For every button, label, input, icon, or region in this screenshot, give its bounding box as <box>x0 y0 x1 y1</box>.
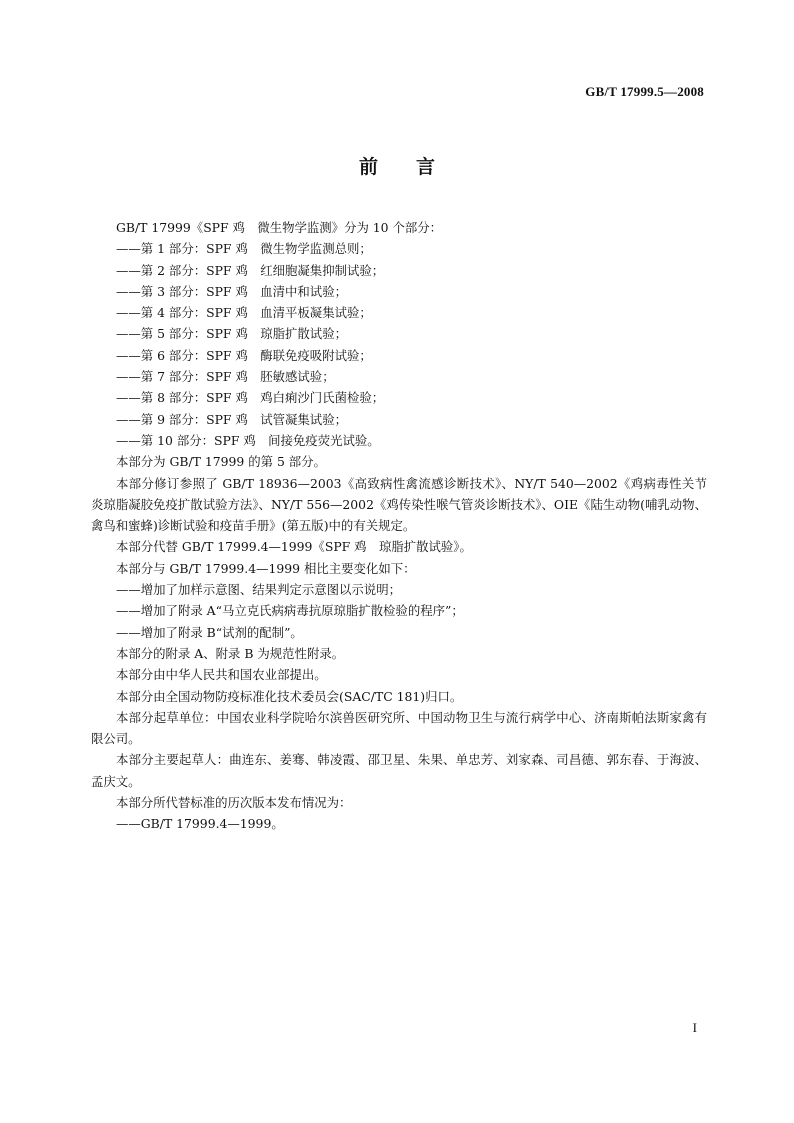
drafting-units-paragraph: 本部分起草单位：中国农业科学院哈尔滨兽医研究所、中国动物卫生与流行病学中心、济南斯帕法斯家禽有限公司。 <box>91 709 707 747</box>
history-intro-paragraph: 本部分所代替标准的历次版本发布情况为： <box>116 795 352 811</box>
change-item: ——增加了附录 A“马立克氏病病毒抗原琼脂扩散检验的程序”； <box>116 603 464 619</box>
part-item: ——第 1 部分：SPF 鸡 微生物学监测总则； <box>116 241 372 257</box>
part-item: ——第 7 部分：SPF 鸡 胚敏感试验； <box>116 369 335 385</box>
intro-paragraph: GB/T 17999《SPF 鸡 微生物学监测》分为 10 个部分： <box>116 220 443 235</box>
part-item: ——第 3 部分：SPF 鸡 血清中和试验； <box>116 283 347 299</box>
history-item: ——GB/T 17999.4—1999。 <box>116 816 284 832</box>
foreword-body <box>91 217 707 835</box>
part-item: ——第 8 部分：SPF 鸡 鸡白痢沙门氏菌检验； <box>116 390 385 406</box>
part-item: ——第 4 部分：SPF 鸡 血清平板凝集试验； <box>116 305 372 321</box>
revision-references-paragraph: 本部分修订参照了 GB/T 18936—2003《高致病性禽流感诊断技术》、NY/T 540—2002《鸡病毒性关节炎琼脂凝胶免疫扩散试验方法》、NY/T 556—2002《鸡传染性喉气管炎诊断技术》、OIE《陆生动物(哺乳动物、禽鸟和蜜蜂)诊断试验和疫苗手册》(第五版)中的有关规定。 <box>91 475 707 534</box>
page-title: 前言 <box>358 156 473 178</box>
centralized-by-paragraph: 本部分由全国动物防疫标准化技术委员会(SAC/TC 181)归口。 <box>116 688 463 704</box>
part-item: ——第 9 部分：SPF 鸡 试管凝集试验； <box>116 411 347 427</box>
part-item: ——第 5 部分：SPF 鸡 琼脂扩散试验； <box>116 326 347 342</box>
standard-code: GB/T 17999.5—2008 <box>585 84 704 99</box>
drafters-paragraph: 本部分主要起草人：曲连东、姜骞、韩凌霞、邵卫星、朱果、单忠芳、刘家森、司昌德、郭东春、于海波、孟庆文。 <box>91 752 707 789</box>
replaces-paragraph: 本部分代替 GB/T 17999.4—1999《SPF 鸡 琼脂扩散试验》。 <box>116 539 472 555</box>
proposed-by-paragraph: 本部分由中华人民共和国农业部提出。 <box>116 667 327 683</box>
part-item: ——第 10 部分：SPF 鸡 间接免疫荧光试验。 <box>116 432 380 448</box>
changes-intro-paragraph: 本部分与 GB/T 17999.4—1999 相比主要变化如下： <box>116 560 416 576</box>
change-item: ——增加了加样示意图、结果判定示意图以示说明； <box>116 582 401 598</box>
this-part-paragraph: 本部分为 GB/T 17999 的第 5 部分。 <box>116 454 326 470</box>
change-item: ——增加了附录 B“试剂的配制”。 <box>116 624 303 640</box>
part-item: ——第 2 部分：SPF 鸡 红细胞凝集抑制试验； <box>116 262 385 278</box>
appendix-note-paragraph: 本部分的附录 A、附录 B 为规范性附录。 <box>116 645 345 661</box>
page-number: I <box>692 1020 697 1035</box>
part-item: ——第 6 部分：SPF 鸡 酶联免疫吸附试验； <box>116 347 372 363</box>
